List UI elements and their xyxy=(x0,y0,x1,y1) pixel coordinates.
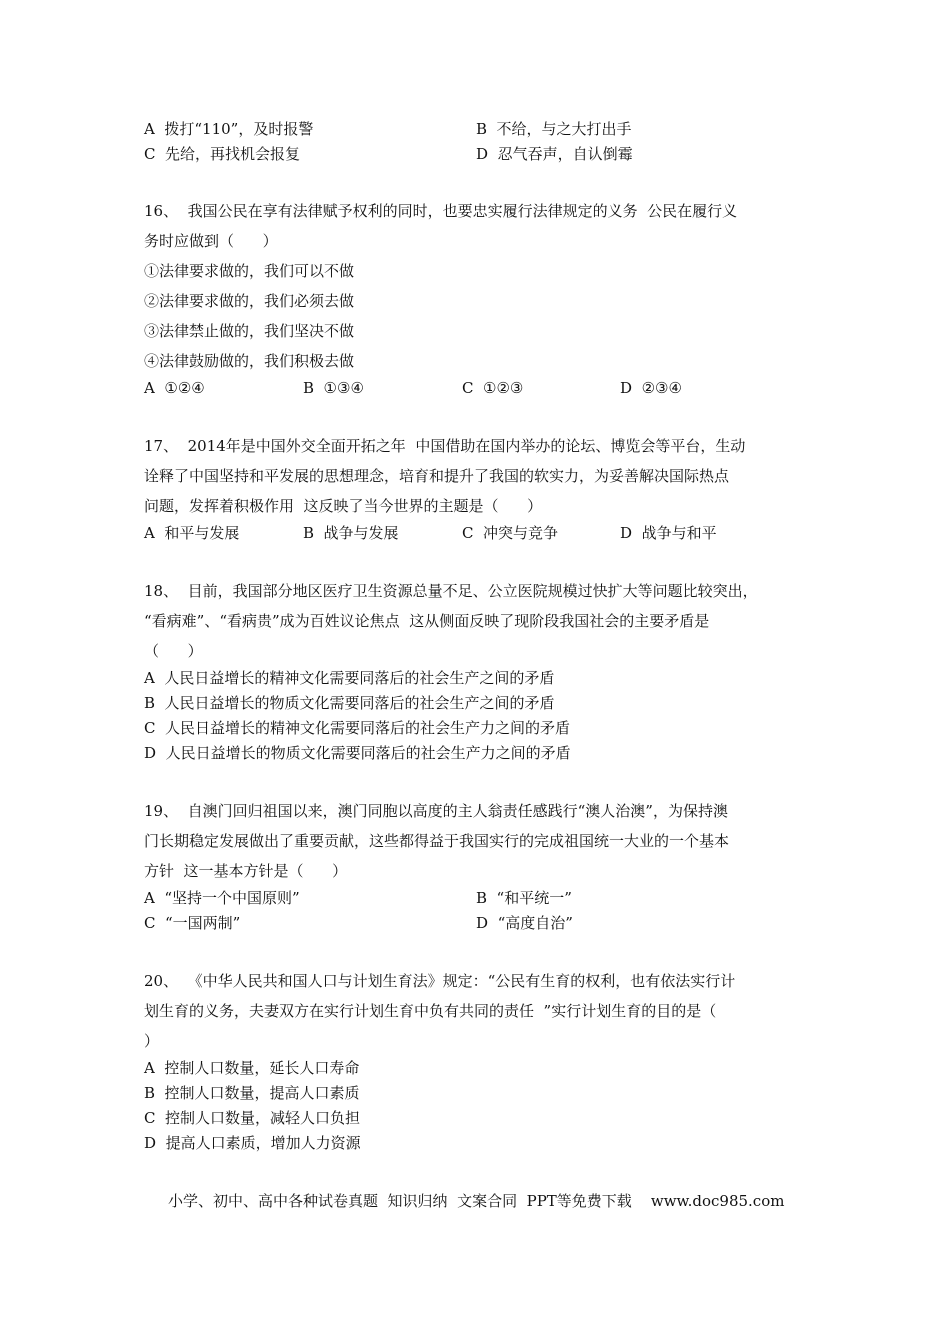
q15-option-c: C 先给，再找机会报复 xyxy=(144,145,301,163)
q16-item-1: ①法律要求做的，我们可以不做 xyxy=(144,262,355,280)
q16-option-b: B ①③④ xyxy=(303,379,364,397)
q20-option-a: A 控制人口数量，延长人口寿命 xyxy=(144,1059,360,1077)
q20-stem-line3: ） xyxy=(144,1032,160,1050)
q16-option-d: D ②③④ xyxy=(620,379,682,397)
q18-option-b: B 人民日益增长的物质文化需要同落后的社会生产之间的矛盾 xyxy=(144,694,555,712)
q19-option-d: D “高度自治” xyxy=(476,914,573,932)
q17-stem-line3: 问题，发挥着积极作用 这反映了当今世界的主题是（ ） xyxy=(144,497,543,515)
q18-option-d: D 人民日益增长的物质文化需要同落后的社会生产力之间的矛盾 xyxy=(144,744,571,762)
q20-option-b: B 控制人口数量，提高人口素质 xyxy=(144,1084,360,1102)
q17-option-b: B 战争与发展 xyxy=(303,524,399,542)
q15-option-b: B 不给，与之大打出手 xyxy=(476,120,632,138)
q20-stem-line2: 划生育的义务，夫妻双方在实行计划生育中负有共同的责任 ”实行计划生育的目的是（ xyxy=(144,1002,717,1020)
q18-option-a: A 人民日益增长的精神文化需要同落后的社会生产之间的矛盾 xyxy=(144,669,555,687)
q19-stem-line2: 门长期稳定发展做出了重要贡献，这些都得益于我国实行的完成祖国统一大业的一个基本 xyxy=(144,832,730,850)
page-footer: 小学、初中、高中各种试卷真题 知识归纳 文案合同 PPT等免费下载 www.doc985.com xyxy=(168,1192,785,1210)
q19-option-c: C “一国两制” xyxy=(144,914,241,932)
q19-option-a: A “坚持一个中国原则” xyxy=(144,889,300,907)
q19-stem-line3: 方针 这一基本方针是（ ） xyxy=(144,862,348,880)
q19-option-b: B “和平统一” xyxy=(476,889,572,907)
q20-option-d: D 提高人口素质，增加人力资源 xyxy=(144,1134,361,1152)
q16-item-3: ③法律禁止做的，我们坚决不做 xyxy=(144,322,355,340)
q17-stem-line2: 诠释了中国坚持和平发展的思想理念，培育和提升了我国的软实力，为妥善解决国际热点 xyxy=(144,467,730,485)
q16-stem-line1: 16、 我国公民在享有法律赋予权利的同时，也要忠实履行法律规定的义务 公民在履行义 xyxy=(144,202,738,220)
q17-option-d: D 战争与和平 xyxy=(620,524,717,542)
q19-stem-line1: 19、 自澳门回归祖国以来，澳门同胞以高度的主人翁责任感践行“澳人治澳”，为保持澳 xyxy=(144,802,728,820)
q20-stem-line1: 20、 《中华人民共和国人口与计划生育法》规定：“公民有生育的权利，也有依法实行计 xyxy=(144,972,736,990)
q18-stem-line2: “看病难”、“看病贵”成为百姓议论焦点 这从侧面反映了现阶段我国社会的主要矛盾是 xyxy=(144,612,710,630)
q20-option-c: C 控制人口数量，减轻人口负担 xyxy=(144,1109,361,1127)
q17-option-a: A 和平与发展 xyxy=(144,524,240,542)
q18-option-c: C 人民日益增长的精神文化需要同落后的社会生产力之间的矛盾 xyxy=(144,719,571,737)
q16-item-4: ④法律鼓励做的，我们积极去做 xyxy=(144,352,355,370)
q15-option-d: D 忍气吞声，自认倒霉 xyxy=(476,145,633,163)
q15-option-a: A 拨打“110”，及时报警 xyxy=(144,120,314,138)
q18-stem-line3: （ ） xyxy=(144,642,203,660)
q18-stem-line1: 18、 目前，我国部分地区医疗卫生资源总量不足、公立医院规模过快扩大等问题比较突出， xyxy=(144,582,758,600)
q16-item-2: ②法律要求做的，我们必须去做 xyxy=(144,292,355,310)
q17-stem-line1: 17、 2014年是中国外交全面开拓之年 中国借助在国内举办的论坛、博览会等平台，生动 xyxy=(144,437,746,455)
q16-option-c: C ①②③ xyxy=(462,379,524,397)
q17-option-c: C 冲突与竞争 xyxy=(462,524,559,542)
q16-option-a: A ①②④ xyxy=(144,379,205,397)
q16-stem-line2: 务时应做到（ ） xyxy=(144,232,278,250)
